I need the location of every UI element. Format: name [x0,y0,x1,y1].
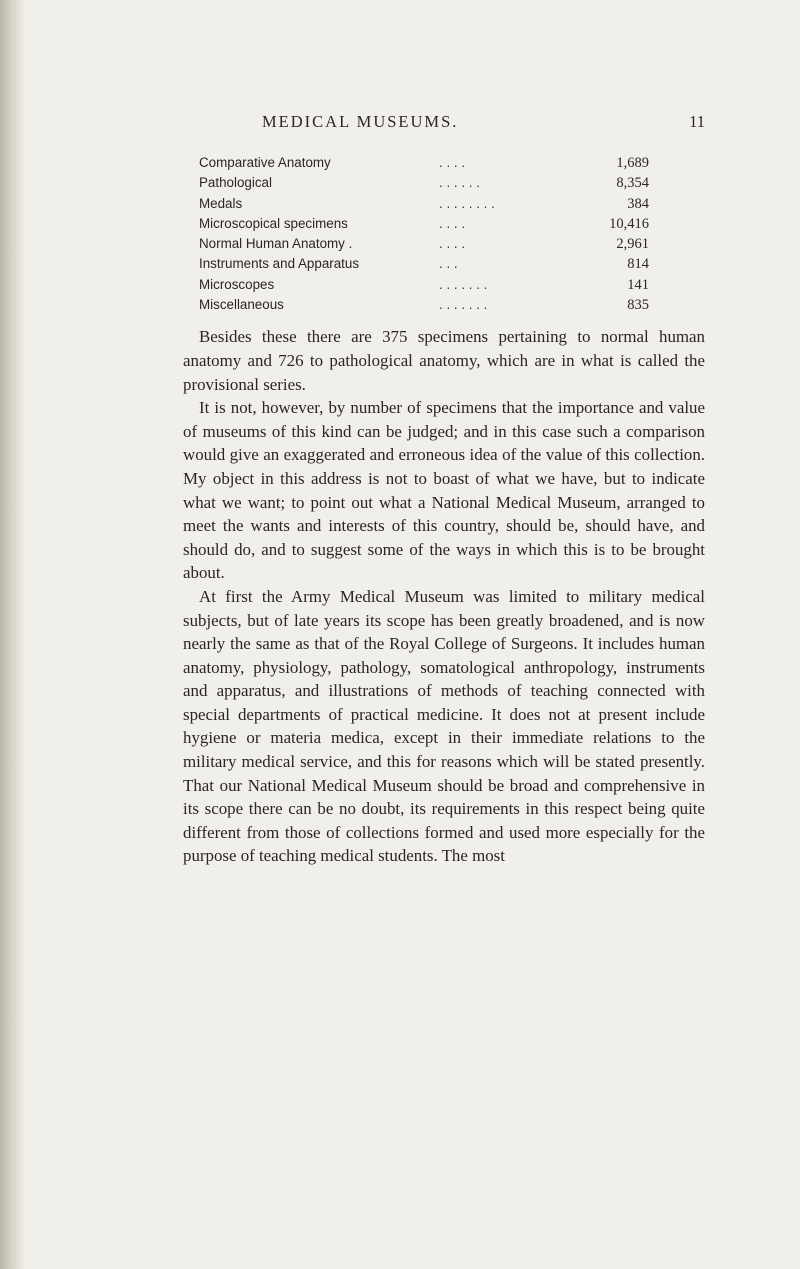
leader-dots: . . . . . . . [439,297,488,313]
row-value: 8,354 [616,175,649,192]
paragraph: It is not, however, by number of specimens that the importance and value of museums of this kind can be judged; and in this case such a comparison would give an exaggerated and erroneous idea of the value of this collection. My object in this address is not to boast of what we have, but to indicate what we want; to point out what a National Medical Museum, arranged to meet the wants and interests of this country, should be, should have, and should do, and to suggest some of the ways in which this is to be brought about. [183,398,705,583]
body-text [183,325,705,868]
row-value: 10,416 [609,215,649,232]
row-label: Microscopes [199,276,275,292]
page-number: 11 [689,112,705,131]
table-row [183,175,705,195]
row-label: Miscellaneous [199,297,284,313]
leader-dots: . . . . . . [439,175,480,191]
row-value: 835 [627,297,649,314]
row-value: 1,689 [616,155,649,171]
paragraph: At first the Army Medical Museum was limited to military medical subjects, but of late years its scope has been greatly broadened, and is now nearly the same as that of the Royal College of Surgeons. It includes human anatomy, physiology, pathology, somatological anthropology, instruments and apparatus, and illustrations of methods of teaching connected with special departments of practical medicine. It does not at present include hygiene or materia medica, except in their immediate relations to the military medical service, and this for reasons which will be stated presently. That our National Medical Museum should be broad and comprehensive in its scope there can be no doubt, its requirements in this respect being quite different from those of collections formed and used more especially for the purpose of teaching medical students. The most [183,586,705,866]
row-label: Comparative Anatomy [199,155,331,170]
row-label: Normal Human Anatomy . [199,236,353,252]
document-page [183,112,705,868]
leader-dots: . . . [439,256,458,272]
row-value: 2,961 [616,236,649,253]
paragraph: Besides these there are 375 specimens pertaining to normal human anatomy and 726 to pathological anatomy, which are in what is called the provisional series. [183,327,705,394]
running-header [183,112,705,138]
row-label: Microscopical specimens [199,215,348,231]
row-label: Instruments and Apparatus [199,256,360,272]
table-row [183,216,705,236]
row-value: 384 [627,195,649,212]
table-row [183,236,705,256]
specimen-count-table [183,155,705,317]
row-value: 141 [627,276,649,293]
table-row [183,196,705,216]
row-value: 814 [627,256,649,273]
leader-dots: . . . . [439,215,466,231]
table-row [183,277,705,297]
leader-dots: . . . . . . . . [439,195,495,211]
leader-dots: . . . . . . . [439,276,488,292]
table-row [183,155,705,175]
row-label: Medals [199,195,243,211]
table-row [183,256,705,276]
table-row [183,297,705,317]
page-binding-edge [0,0,26,1269]
row-label: Pathological [199,175,272,191]
leader-dots: . . . . [439,155,466,170]
running-title: MEDICAL MUSEUMS. [262,112,459,131]
leader-dots: . . . . [439,236,466,252]
